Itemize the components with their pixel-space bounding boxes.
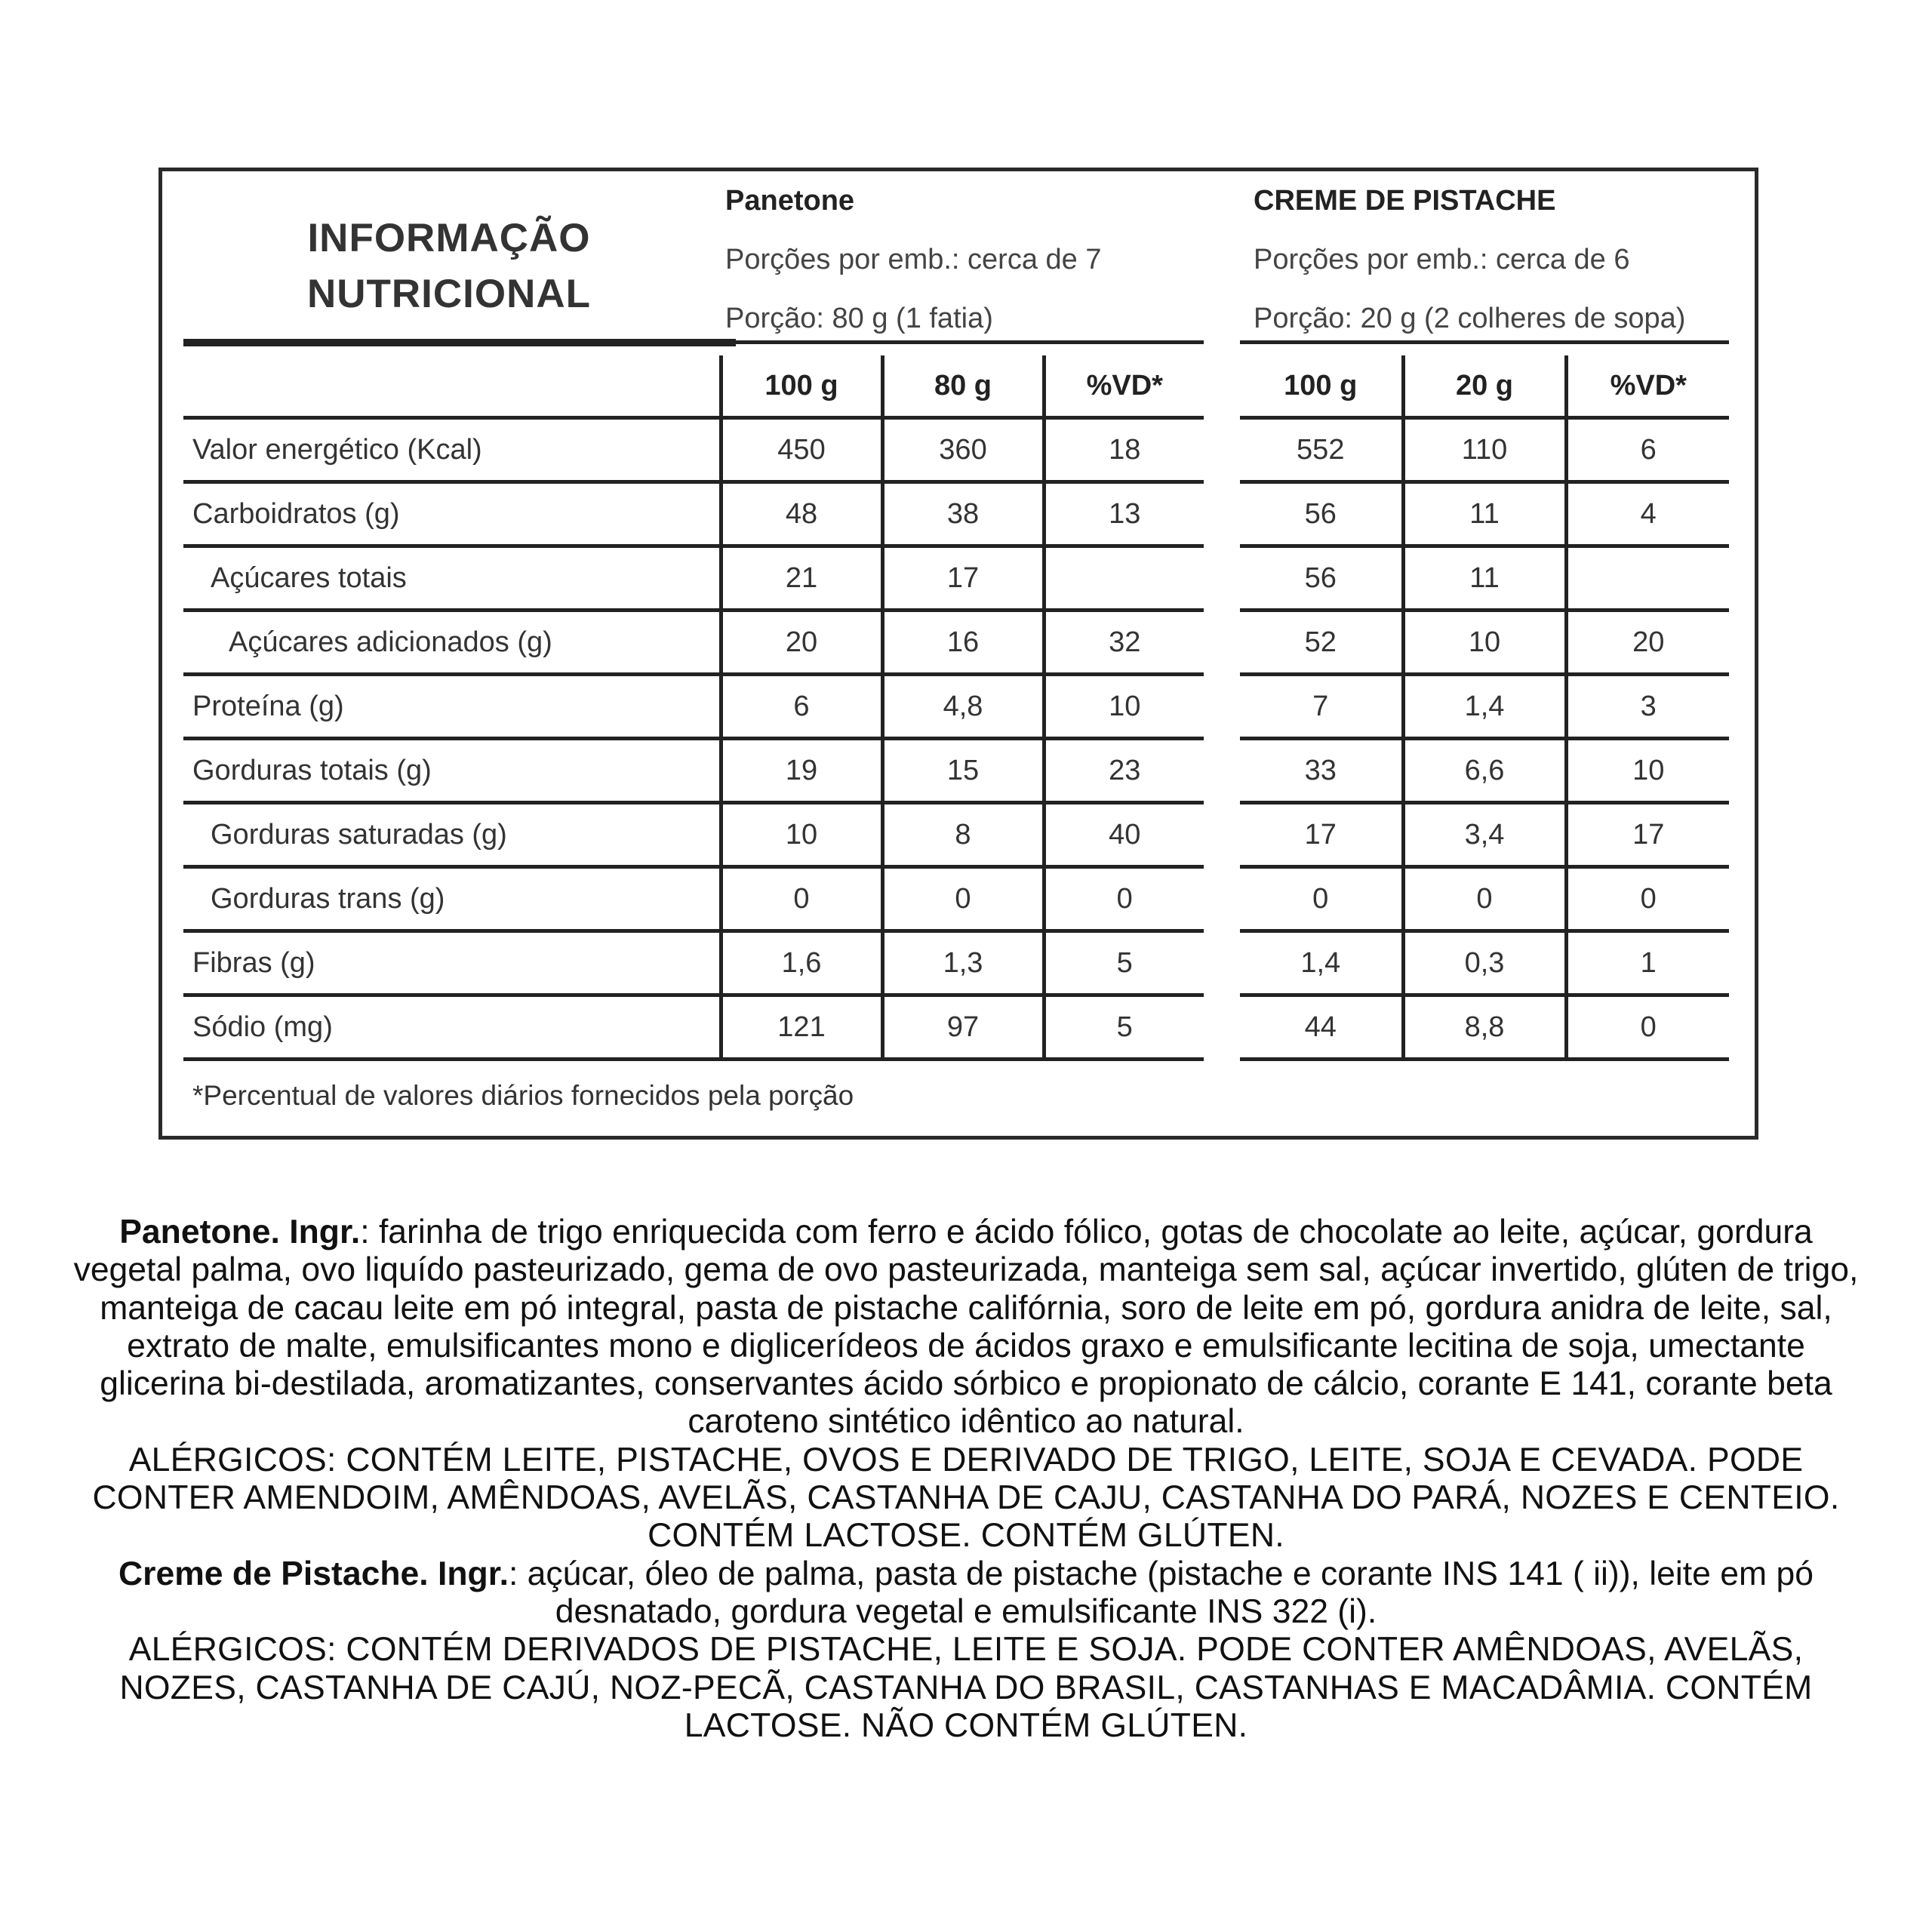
nutrient-value: 19 <box>721 739 882 803</box>
table-row <box>1240 867 1729 931</box>
nutrient-value: 33 <box>1240 739 1403 803</box>
nutrient-value: 1,3 <box>882 931 1044 995</box>
nutrient-value: 5 <box>1044 995 1204 1060</box>
nutrient-value: 6 <box>721 675 882 739</box>
nutrient-value: 450 <box>721 418 882 482</box>
footnote: *Percentual de valores diários fornecidos pela porção <box>192 1080 854 1111</box>
nutrient-value: 8 <box>882 803 1044 867</box>
nutrition-facts-panel <box>158 168 1758 1140</box>
nutrient-value: 17 <box>882 546 1044 611</box>
title-rule <box>183 339 736 346</box>
nutrient-name: Gorduras trans (g) <box>183 867 721 931</box>
nutrient-name: Proteína (g) <box>183 675 721 739</box>
panetone-allergens: ALÉRGICOS: CONTÉM LEITE, PISTACHE, OVOS E DERIVADO DE TRIGO, LEITE, SOJA E CEVADA. PODE CONTER AMENDOIM, AMÊNDOAS, AVELÃS, CASTANHA DE CAJU, CASTANHA DO PARÁ, NOZES E CENTEIO. CONTÉM LACTOSE. CONTÉM GLÚTEN. <box>92 1441 1840 1555</box>
column-header: 80 g <box>882 355 1044 418</box>
table-header-row <box>183 355 1204 418</box>
nutrient-value: 16 <box>882 611 1044 675</box>
table-row <box>1240 995 1729 1060</box>
table-row <box>183 803 1204 867</box>
nutrient-value: 552 <box>1240 418 1403 482</box>
column-header: %VD* <box>1044 355 1204 418</box>
table-row <box>1240 482 1729 546</box>
table-row <box>183 611 1204 675</box>
panel-title: INFORMAÇÃO NUTRICIONAL <box>306 216 592 316</box>
creme-header-rule <box>1240 340 1729 344</box>
nutrient-value: 97 <box>882 995 1044 1060</box>
nutrient-value: 1,4 <box>1403 675 1566 739</box>
nutrient-value: 0 <box>1240 867 1403 931</box>
nutrient-value: 10 <box>1403 611 1566 675</box>
nutrient-value: 11 <box>1403 546 1566 611</box>
nutrient-name: Gorduras totais (g) <box>183 739 721 803</box>
nutrient-name: Carboidratos (g) <box>183 482 721 546</box>
nutrient-value: 21 <box>721 546 882 611</box>
nutrient-name: Fibras (g) <box>183 931 721 995</box>
nutrient-name: Açúcares totais <box>183 546 721 611</box>
ingredients-section <box>72 1214 1860 1745</box>
nutrient-value: 10 <box>1566 739 1729 803</box>
table-row <box>183 739 1204 803</box>
nutrient-value: 4 <box>1566 482 1729 546</box>
header-empty-cell <box>183 355 721 418</box>
nutrient-value: 6 <box>1566 418 1729 482</box>
panetone-ingredients: Panetone. Ingr.: farinha de trigo enriquecida com ferro e ácido fólico, gotas de chocolate ao leite, açúcar, gordura vegetal palma, ovo liquído pasteurizado, gema de ovo pasteurizada, manteiga sem sal, açúcar invertido, glúten de trigo, manteiga de cacau leite em pó integral, pasta de pistache califórnia, soro de leite em pó, gordura anidra de leite, sal, extrato de malte, emulsificantes mono e diglicerídeos de ácidos graxo e emulsificante lecitina de soja, umectante glicerina bi-destilada, aromatizantes, conservantes ácido sórbico e propionato de cálcio, corante E 141, corante beta caroteno sintético idêntico ao natural. <box>73 1214 1859 1441</box>
table-row <box>1240 546 1729 611</box>
table-row <box>183 546 1204 611</box>
table-row <box>1240 675 1729 739</box>
nutrient-name: Açúcares adicionados (g) <box>183 611 721 675</box>
nutrient-value: 52 <box>1240 611 1403 675</box>
nutrient-value: 23 <box>1044 739 1204 803</box>
nutrient-value: 38 <box>882 482 1044 546</box>
nutrient-value: 3,4 <box>1403 803 1566 867</box>
nutrient-name: Gorduras saturadas (g) <box>183 803 721 867</box>
nutrient-value: 121 <box>721 995 882 1060</box>
creme-allergens: ALÉRGICOS: CONTÉM DERIVADOS DE PISTACHE, LEITE E SOJA. PODE CONTER AMÊNDOAS, AVELÃS, NOZES, CASTANHA DE CAJÚ, NOZ-PECÃ, CASTANHA DO BRASIL, CASTANHAS E MACADÂMIA. CONTÉM LACTOSE. NÃO CONTÉM GLÚTEN. <box>119 1631 1813 1744</box>
nutrient-value: 4,8 <box>882 675 1044 739</box>
table-row <box>183 931 1204 995</box>
nutrient-name: Sódio (mg) <box>183 995 721 1060</box>
table-row <box>1240 931 1729 995</box>
table-row <box>1240 739 1729 803</box>
product-panetone-info: Panetone Porções por emb.: cerca de 7 Porção: 80 g (1 fatia) <box>725 185 1102 334</box>
nutrient-value: 110 <box>1403 418 1566 482</box>
nutrient-value: 44 <box>1240 995 1403 1060</box>
nutrient-value: 17 <box>1566 803 1729 867</box>
nutrient-value <box>1044 546 1204 611</box>
product-creme-info: CREME DE PISTACHE Porções por emb.: cerca de 6 Porção: 20 g (2 colheres de sopa) <box>1254 185 1686 334</box>
creme-ingredients: Creme de Pistache. Ingr.: açúcar, óleo de palma, pasta de pistache (pistache e corante INS 141 ( ii)), leite em pó desnatado, gordura vegetal e emulsificante INS 322 (i). <box>118 1555 1814 1630</box>
nutrient-value: 40 <box>1044 803 1204 867</box>
nutrient-value: 7 <box>1240 675 1403 739</box>
column-header: 100 g <box>1240 355 1403 418</box>
nutrient-value: 8,8 <box>1403 995 1566 1060</box>
nutrient-value: 17 <box>1240 803 1403 867</box>
nutrient-value: 18 <box>1044 418 1204 482</box>
nutrient-value: 0 <box>1044 867 1204 931</box>
table-row <box>183 867 1204 931</box>
nutrient-value <box>1566 546 1729 611</box>
nutrient-value: 20 <box>1566 611 1729 675</box>
column-header: 20 g <box>1403 355 1566 418</box>
nutrient-value: 48 <box>721 482 882 546</box>
nutrient-value: 0 <box>882 867 1044 931</box>
table-row <box>1240 611 1729 675</box>
table-row <box>183 482 1204 546</box>
panetone-header-rule <box>721 340 1204 344</box>
nutrient-value: 0 <box>721 867 882 931</box>
nutrient-value: 1 <box>1566 931 1729 995</box>
nutrient-value: 10 <box>721 803 882 867</box>
column-header: 100 g <box>721 355 882 418</box>
nutrient-value: 5 <box>1044 931 1204 995</box>
nutrient-value: 6,6 <box>1403 739 1566 803</box>
nutrient-value: 0 <box>1566 995 1729 1060</box>
nutrient-value: 1,6 <box>721 931 882 995</box>
nutrient-name: Valor energético (Kcal) <box>183 418 721 482</box>
table-row <box>183 418 1204 482</box>
nutrition-table-creme <box>1240 355 1729 1061</box>
nutrient-value: 15 <box>882 739 1044 803</box>
nutrient-value: 10 <box>1044 675 1204 739</box>
column-header: %VD* <box>1566 355 1729 418</box>
nutrient-value: 56 <box>1240 546 1403 611</box>
nutrient-value: 3 <box>1566 675 1729 739</box>
table-row <box>183 995 1204 1060</box>
nutrient-value: 360 <box>882 418 1044 482</box>
nutrient-value: 56 <box>1240 482 1403 546</box>
table-row <box>1240 803 1729 867</box>
nutrient-value: 32 <box>1044 611 1204 675</box>
table-header-row <box>1240 355 1729 418</box>
table-row <box>1240 418 1729 482</box>
nutrient-value: 0 <box>1403 867 1566 931</box>
nutrient-value: 11 <box>1403 482 1566 546</box>
nutrient-value: 13 <box>1044 482 1204 546</box>
nutrient-value: 0,3 <box>1403 931 1566 995</box>
table-row <box>183 675 1204 739</box>
nutrient-value: 20 <box>721 611 882 675</box>
nutrient-value: 1,4 <box>1240 931 1403 995</box>
nutrition-table-panetone <box>183 355 1204 1061</box>
nutrient-value: 0 <box>1566 867 1729 931</box>
